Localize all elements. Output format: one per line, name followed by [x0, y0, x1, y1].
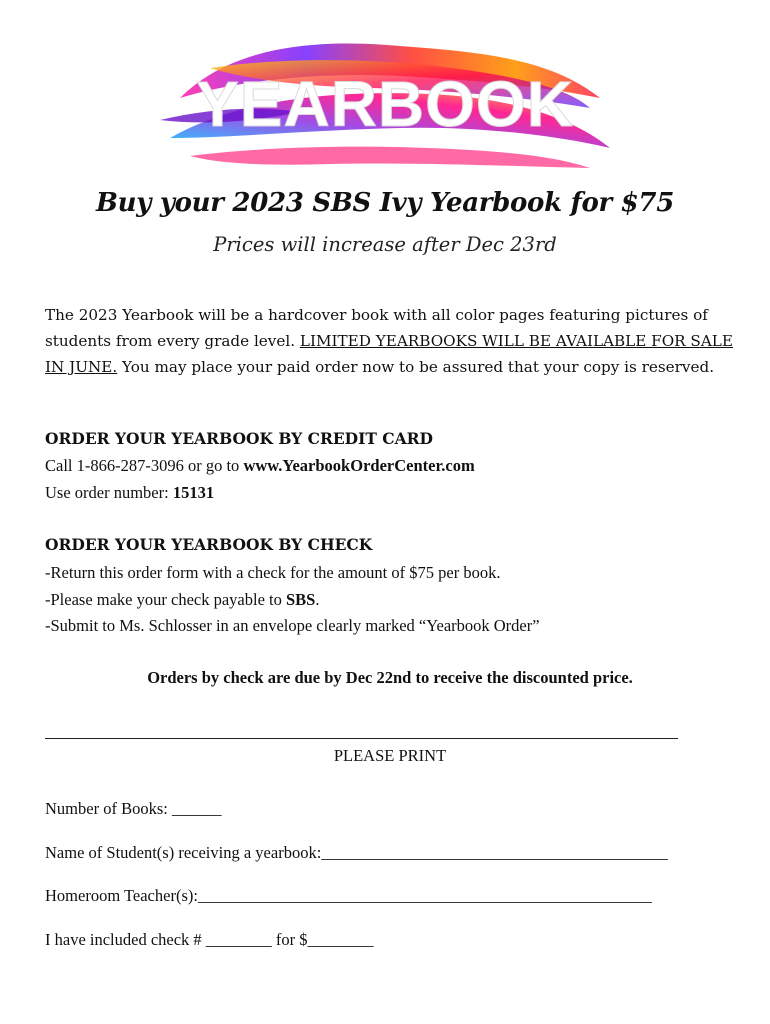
check-payable-text: -Please make your check payable to [45, 590, 286, 609]
intro-text-end: You may place your paid order now to be assured that your copy is reserved. [117, 358, 715, 376]
intro-paragraph [45, 302, 735, 380]
order-number-line [45, 483, 214, 503]
check-line-1: -Return this order form with a check for the amount of $75 per book. [45, 563, 501, 582]
check-heading: ORDER YOUR YEARBOOK BY CHECK [45, 535, 373, 554]
homeroom-teacher-field: Homeroom Teacher(s):_______________________________________________________ [45, 886, 652, 905]
intro-limited-notice: LIMITED YEARBOOKS WILL BE AVAILABLE FOR SALE IN JUNE. [45, 332, 733, 376]
order-number-label: Use order number: [45, 483, 173, 502]
due-date-notice: Orders by check are due by Dec 22nd to receive the discounted price. [147, 668, 633, 687]
yearbook-logo [150, 28, 620, 178]
check-line-3: -Submit to Ms. Schlosser in an envelope clearly marked “Yearbook Order” [45, 616, 540, 635]
cut-line [45, 738, 678, 739]
check-payee: SBS [285, 590, 316, 609]
check-payable-end: . [315, 590, 320, 609]
page-title: Buy your 2023 SBS Ivy Yearbook for $75 [95, 188, 675, 218]
check-line-2 [45, 590, 319, 610]
logo-text: YEARBOOK [196, 68, 574, 140]
credit-call-text: Call 1-866-287-3096 or go to [45, 456, 244, 475]
order-number: 15131 [172, 483, 215, 502]
order-website: www.YearbookOrderCenter.com [243, 456, 475, 475]
check-info-field: I have included check # ________ for $________ [45, 930, 374, 949]
credit-call-line [45, 456, 475, 476]
please-print-label: PLEASE PRINT [333, 746, 447, 765]
number-of-books-field: Number of Books: ______ [45, 799, 222, 818]
credit-card-heading: ORDER YOUR YEARBOOK BY CREDIT CARD [45, 429, 433, 448]
student-name-field: Name of Student(s) receiving a yearbook:__________________________________________ [45, 843, 668, 862]
intro-text: The 2023 Yearbook will be a hardcover book with all color pages featuring pictures of students from every grade level. [45, 306, 708, 350]
price-notice: Prices will increase after Dec 23rd [213, 233, 557, 256]
